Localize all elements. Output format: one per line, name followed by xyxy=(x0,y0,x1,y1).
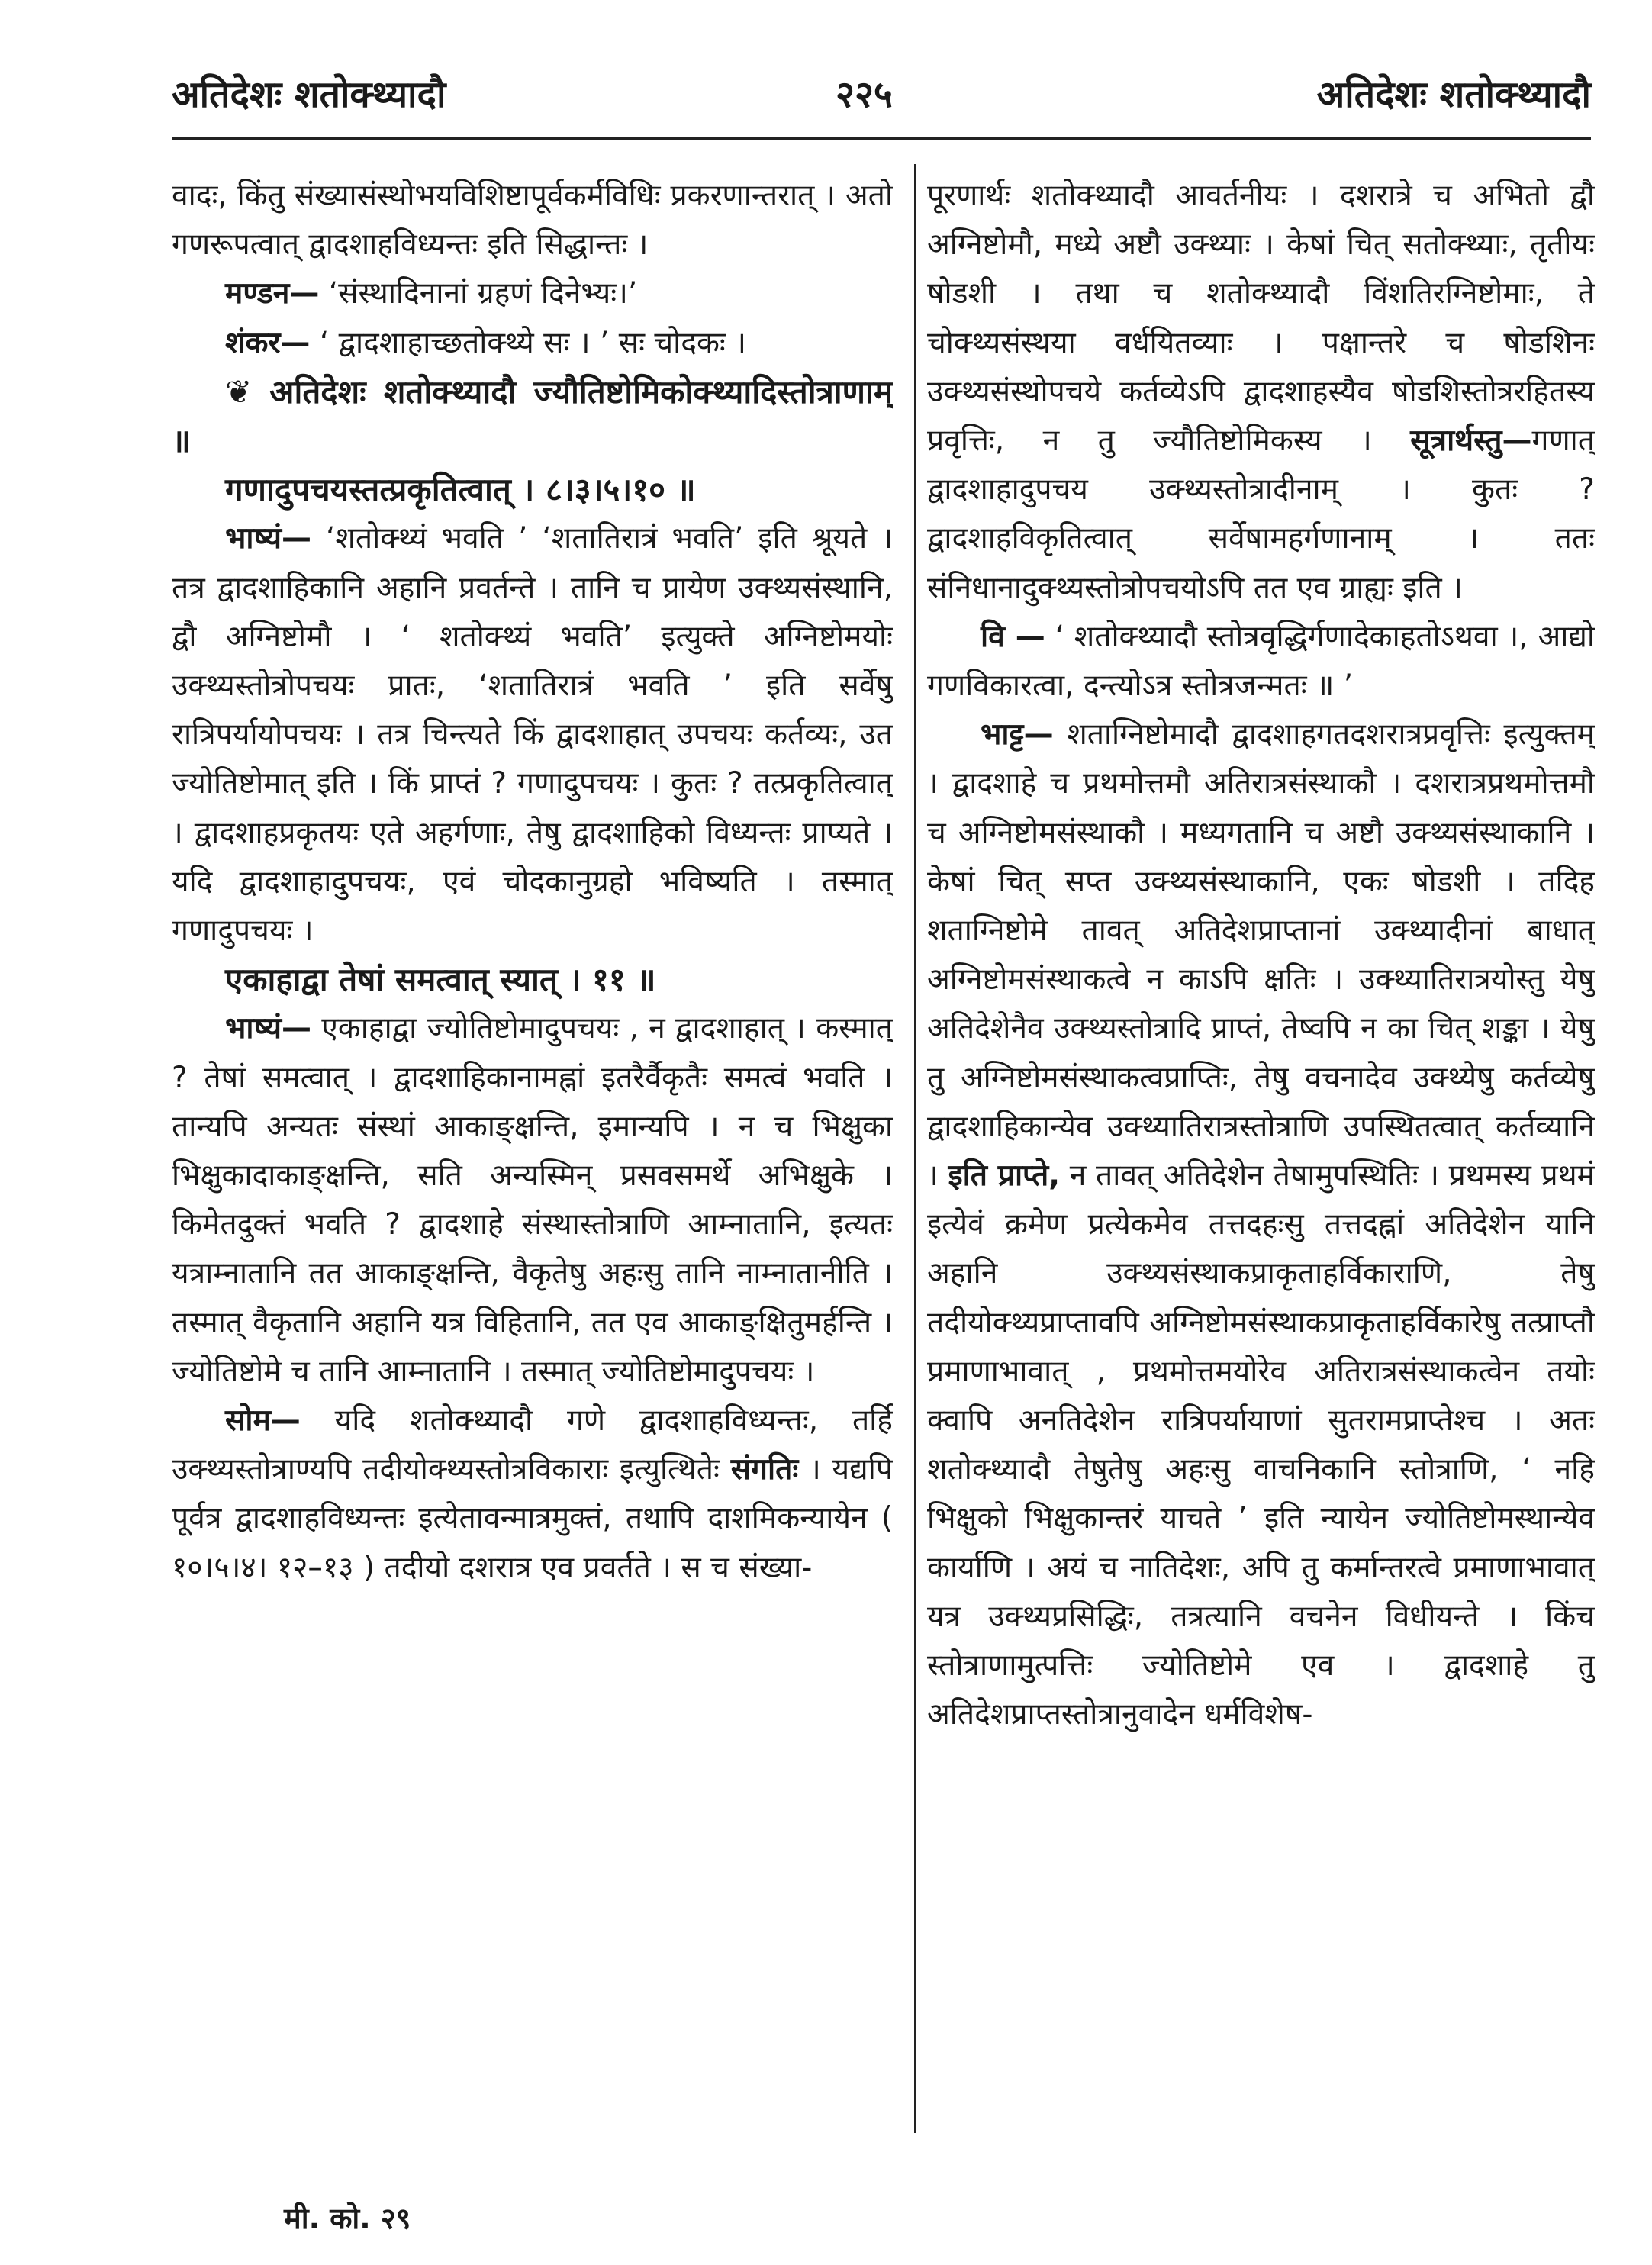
mandana-text: ‘संस्थादिनानां ग्रहणं दिनेभ्यः।’ xyxy=(319,276,638,311)
paragraph-text: पूरणार्थः शतोक्थ्यादौ आवर्तनीयः । दशरात्रे च अभितो द्वौ अग्निष्टोमौ, मध्ये अष्टौ उक्थ्याः । केषां चित् सतोक्थ्याः, तृतीयः षोडशी । तथा च शतोक्थ्यादौ विंशतिरग्निष्टोमाः, ते चोक्थ्यसंस्थया वर्धयितव्याः । पक्षान्तरे च षोडशिनः उक्थ्यसंस्थोपचये कर्तव्येऽपि द्वादशाहस्यैव षोडशिस्तोत्ररहितस्य प्रवृत्तिः, न तु ज्यौतिष्टोमिकस्य । xyxy=(927,179,1595,459)
bhashya-label: भाष्यं— xyxy=(225,1011,311,1046)
sutra-11: एकाहाद्वा तेषां समत्वात् स्यात् । ११ ॥ xyxy=(225,961,656,999)
page-header xyxy=(172,61,1591,137)
running-head-left: अतिदेशः शतोक्थ्यादौ xyxy=(172,73,446,116)
shankara-quote xyxy=(172,319,893,368)
header-rule xyxy=(172,137,1591,140)
sutra-10: गणादुपचयस्तत्प्रकृतित्वात् । ८।३।५।१० ॥ xyxy=(225,471,696,509)
mandana-label: मण्डन— xyxy=(225,276,320,311)
vi-verse xyxy=(927,613,1595,710)
soma-label: सोम— xyxy=(225,1403,301,1439)
bhatta-text: शताग्निष्टोमादौ द्वादशाहगतदशरात्रप्रवृत्तिः इत्युक्तम् । द्वादशाहे च प्रथमोत्तमौ अतिरात्रसंस्थाकौ । दशरात्रप्रथमोत्तमौ च अग्निष्टोमसंस्थाकौ । मध्यगतानि च अष्टौ उक्थ्यसंस्थाकानि । केषां चित् सप्त उक्थ्यसंस्थाकानि, एकः षोडशी । तदिह शताग्निष्टोमे तावत् अतिदेशप्राप्तानां उक्थ्यादीनां बाधात् अग्निष्टोमसंस्थाकत्वे न काऽपि क्षतिः । उक्थ्यातिरात्रयोस्तु येषु अतिदेशेनैव उक्थ्यस्तोत्रादि प्राप्तं, तेष्वपि न का चित् शङ्का । येषु तु अग्निष्टोमसंस्थाकत्वप्राप्तिः, तेषु वचनादेव उक्थ्येषु कर्तव्येषु द्वादशाहिकान्येव उक्थ्यातिरात्रस्तोत्राणि उपस्थितत्वात् कर्तव्यानि । xyxy=(927,717,1595,1194)
bhatta-commentary xyxy=(927,710,1595,1739)
bhashya-11 xyxy=(172,1004,893,1397)
bhashya-text: ‘शतोक्थ्यं भवति ’ ‘शतातिरात्रं भवति’ इति श्रूयते । तत्र द्वादशाहिकानि अहानि प्रवर्तन्ते । तानि च प्रायेण उक्थ्यसंस्थानि, द्वौ अग्निष्टोमौ । ‘ शतोक्थ्यं भवति’ इत्युक्ते अग्निष्टोमयोः उक्थ्यस्तोत्रोपचयः प्रातः, ‘शतातिरात्रं भवति ’ इति सर्वेषु रात्रिपर्यायोपचयः । तत्र चिन्त्यते किं द्वादशाहात् उपचयः कर्तव्यः, उत ज्योतिष्टोमात् इति । किं प्राप्तं ? गणादुपचयः । कुतः ? तत्प्रकृतित्वात् । द्वादशाहप्रकृतयः एते अहर्गणाः, तेषु द्वादशाहिको विध्यन्तः प्राप्यते । यदि द्वादशाहादुपचयः, एवं चोदकानुग्रहो भविष्यति । तस्मात् गणादुपचयः । xyxy=(172,521,893,949)
paragraph xyxy=(927,172,1595,613)
bhashya-10 xyxy=(172,514,893,955)
shankara-label: शंकर— xyxy=(225,325,311,360)
bhashya-text: एकाहाद्वा ज्योतिष्टोमादुपचयः , न द्वादशाहात् । कस्मात् ? तेषां समत्वात् । द्वादशाहिकानामह्नां इतरैर्वैकृतैः समत्वं भवति । तान्यपि अन्यतः संस्थां आकाङ्क्षन्ति, इमान्यपि । न च भिक्षुका भिक्षुकादाकाङ्क्षन्ति, सति अन्यस्मिन् प्रसवसमर्थे अभिक्षुके । किमेतदुक्तं भवति ? द्वादशाहे संस्थास्तोत्राणि आम्नातानि, इत्यतः यत्राम्नातानि तत आकाङ्क्षन्ति, वैकृतेषु अहःसु तानि नाम्नातानीति । तस्मात् वैकृतानि अहानि यत्र विहितानि, तत एव आकाङ्क्षितुमर्हन्ति । ज्योतिष्टोमे च तानि आम्नातानि । तस्मात् ज्योतिष्टोमादुपचयः । xyxy=(172,1011,893,1389)
vi-label: वि — xyxy=(981,619,1045,654)
page-number: २२५ xyxy=(836,73,893,116)
bhashya-label: भाष्यं— xyxy=(225,521,311,556)
soma-commentary xyxy=(172,1397,893,1593)
bhatta-label: भाट्ट— xyxy=(981,717,1054,752)
column-divider xyxy=(914,164,916,2133)
vi-text: ‘ शतोक्थ्यादौ स्तोत्रवृद्धिर्गणादेकाहतोऽथवा ।, आद्यो गणविकारत्वा, दन्त्योऽत्र स्तोत्रजन्मतः ॥ ’ xyxy=(927,619,1595,704)
adhikarana-symbol-icon: ❦ xyxy=(225,372,253,411)
paragraph: वादः, किंतु संख्यासंस्थोभयविशिष्टापूर्वकर्मविधिः प्रकरणान्तरात् । अतो गणरूपत्वात् द्वादशाहविध्यन्तः इति सिद्धान्तः । xyxy=(172,179,893,263)
bhatta-text-continued: न तावत् अतिदेशेन तेषामुपस्थितिः । प्रथमस्य प्रथमं इत्येवं क्रमेण प्रत्येकमेव तत्तदहःसु तत्तदह्नां अतिदेशेन यानि अहानि उक्थ्यसंस्थाकप्राकृताहर्विकाराणि, तेषु तदीयोक्थ्यप्राप्तावपि अग्निष्टोमसंस्थाकप्राकृताहर्विकारेषु तत्प्राप्तौ प्रमाणाभावात् , प्रथमोत्तमयोरेव अतिरात्रसंस्थाकत्वेन तयोः क्वापि अनतिदेशेन रात्रिपर्यायाणां सुतरामप्राप्तेश्च । अतः शतोक्थ्यादौ तेषुतेषु अहःसु वाचनिकानि स्तोत्राणि, ‘ नहि भिक्षुको भिक्षुकान्तरं याचते ’ इति न्यायेन ज्योतिष्टोमस्थान्येव कार्याणि । अयं च नातिदेशः, अपि तु कर्मान्तरत्वे प्रमाणाभावात् यत्र उक्थ्यप्रसिद्धिः, तत्रत्यानि वचनेन विधीयन्ते । किंच स्तोत्राणामुत्पत्तिः ज्योतिष्टोमे एव । द्वादशाहे तु अतिदेशप्राप्तस्तोत्रानुवादेन धर्मविशेष- xyxy=(927,1158,1595,1732)
mandana-quote xyxy=(172,269,893,318)
adhikarana-heading xyxy=(172,368,893,466)
footer-signature: मी. को. २९ xyxy=(284,2202,411,2235)
running-head-right: अतिदेशः शतोक्थ्यादौ xyxy=(1316,73,1591,116)
iti-prapte: इति प्राप्ते, xyxy=(948,1158,1061,1194)
left-column xyxy=(172,172,893,2133)
adhikarana-title: अतिदेशः शतोक्थ्यादौ ज्यौतिष्टोमिकोक्थ्यादिस्तोत्राणाम् ॥ xyxy=(172,372,893,460)
soma-text: यदि शतोक्थ्यादौ गणे द्वादशाहविध्यन्तः, तर्हि उक्थ्यस्तोत्राण्यपि तदीयोक्थ्यस्तोत्रविकाराः इत्युत्थितेः xyxy=(172,1403,893,1487)
sangati-text: । यद्यपि पूर्वत्र द्वादशाहविध्यन्तः इत्येतावन्मात्रमुक्तं, तथापि दाशमिकन्यायेन ( १०।५।४। १२–१३ ) तदीयो दशरात्र एव प्रवर्तते । स च संख्या- xyxy=(172,1452,893,1585)
shankara-text: ‘ द्वादशाहाच्छतोक्थ्ये सः । ’ सः चोदकः । xyxy=(310,325,746,360)
sutrartha-text: गणात् द्वादशाहादुपचय उक्थ्यस्तोत्रादीनाम् । कुतः ? द्वादशाहविकृतित्वात् सर्वेषामहर्गणानाम् । ततः संनिधानादुक्थ्यस्तोत्रोपचयोऽपि तत एव ग्राह्यः इति । xyxy=(927,424,1595,605)
sutrartha-label: सूत्रार्थस्तु— xyxy=(1410,424,1532,459)
right-column xyxy=(927,172,1595,2133)
sangati-label: संगतिः xyxy=(730,1452,799,1487)
